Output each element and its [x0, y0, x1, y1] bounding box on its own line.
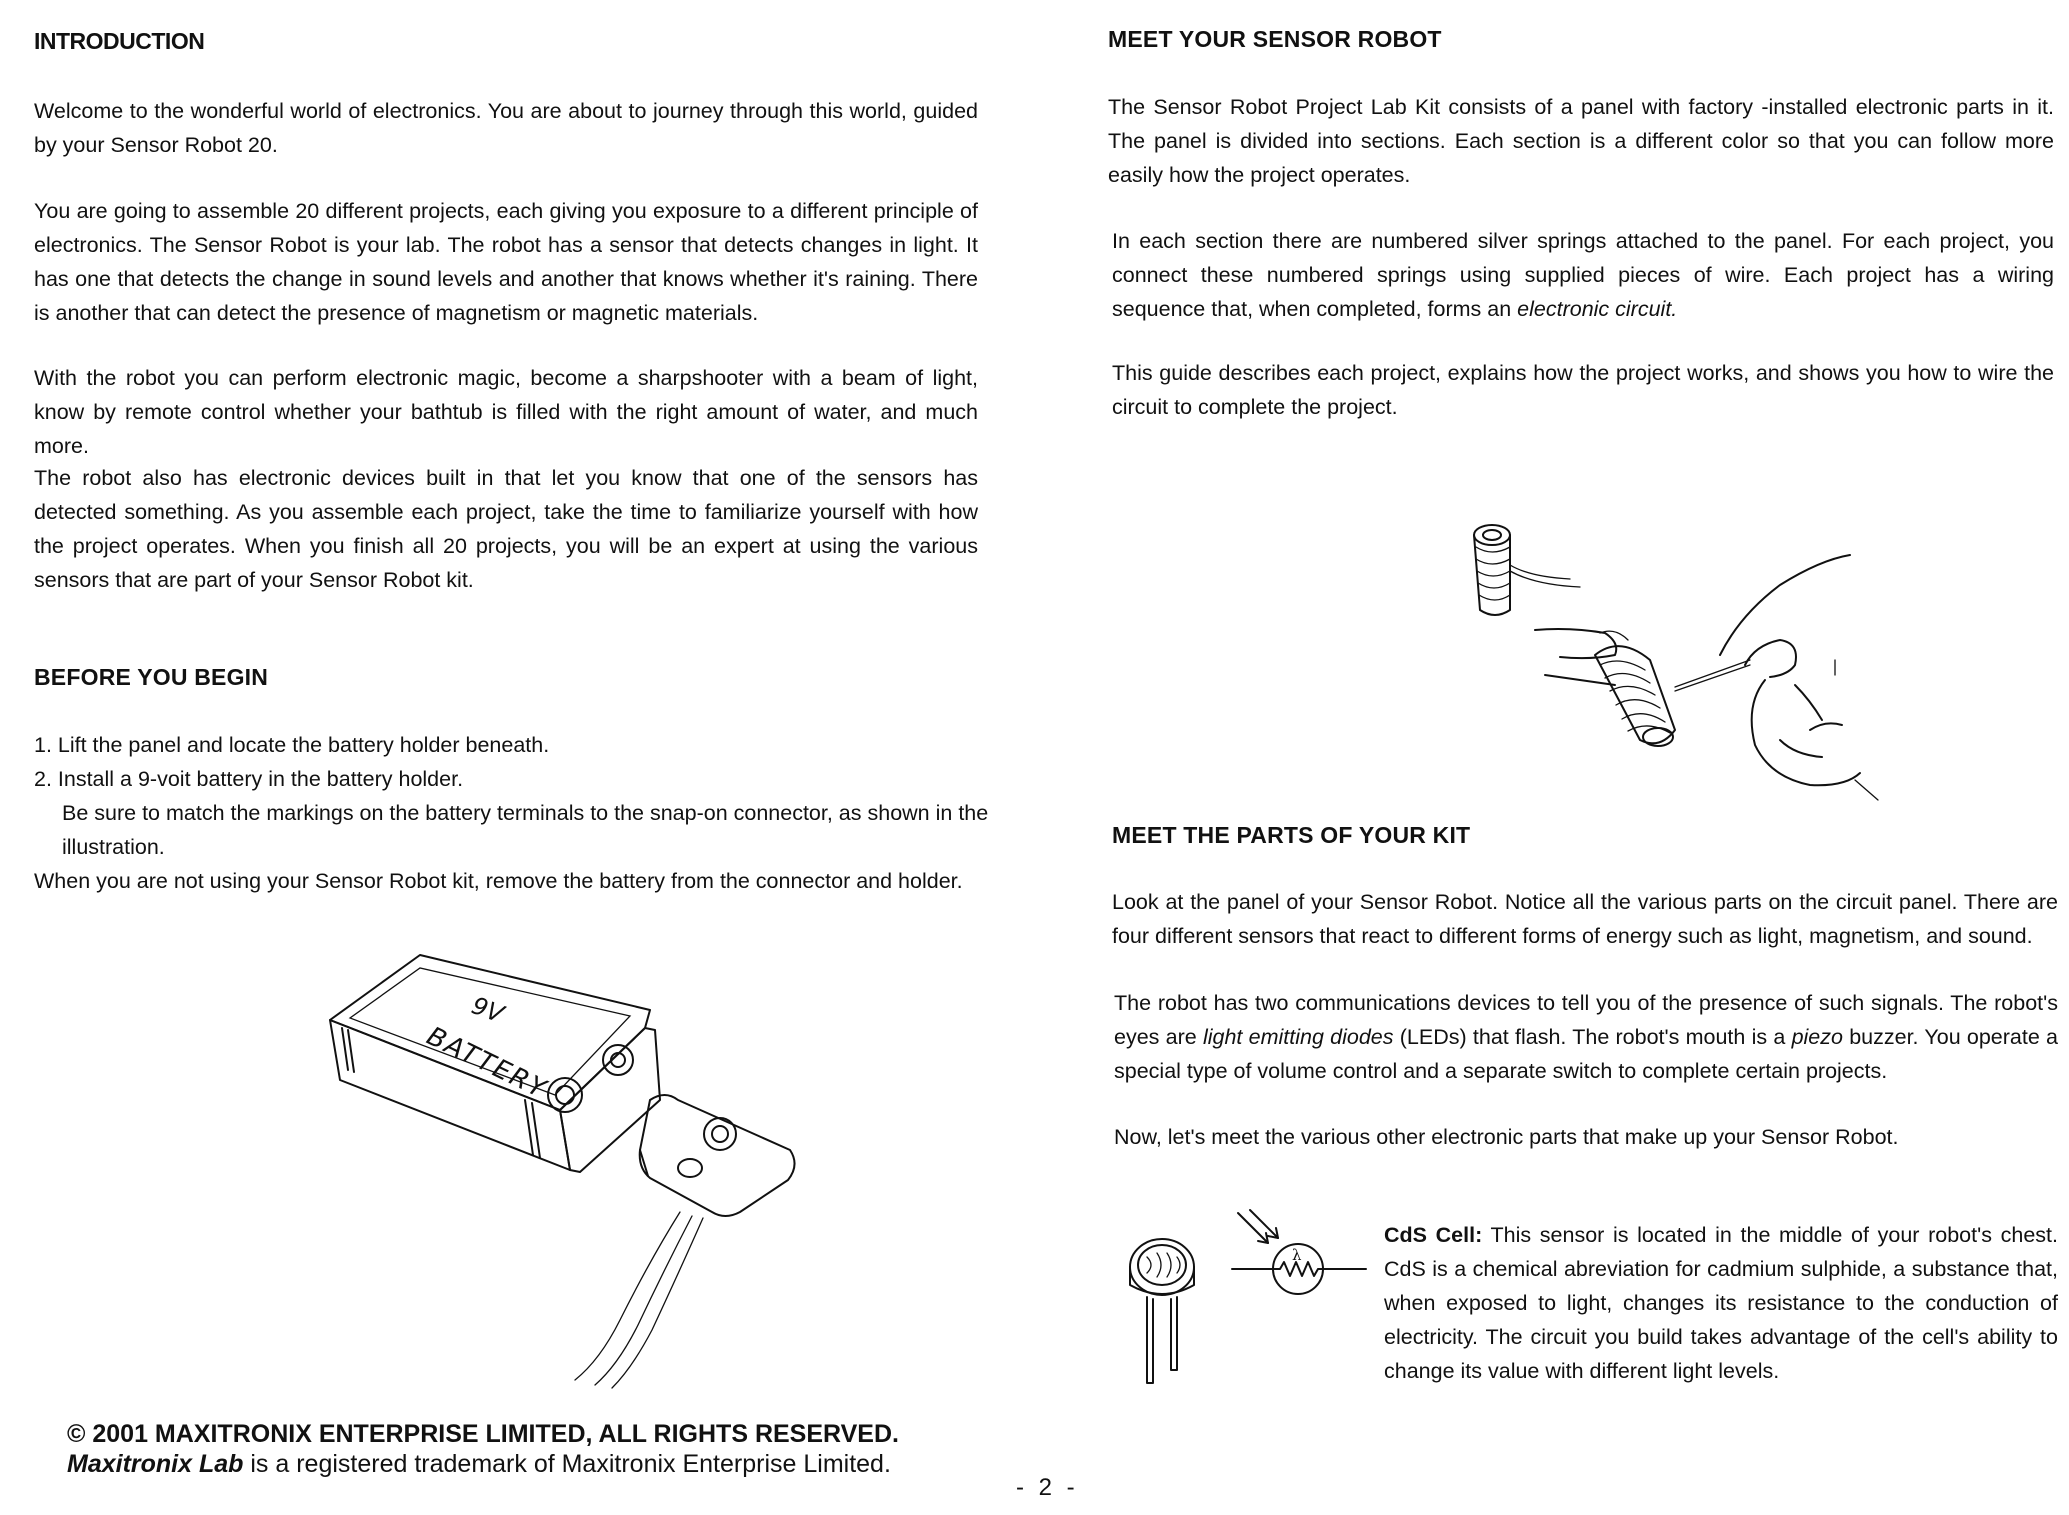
lambda-symbol: λ: [1292, 1246, 1302, 1264]
intro-paragraph-3: With the robot you can perform electronic magic, become a sharpshooter with a beam of light, know by remote control whether your bathtub is filled with the right amount of water, and much more.: [34, 366, 978, 458]
cds-cell-description: [1384, 1218, 2058, 1388]
steps-list: [34, 728, 989, 898]
introduction-heading: INTRODUCTION: [34, 28, 205, 54]
meet-parts-paragraph-3: Now, let's meet the various other electronic parts that make up your Sensor Robot.: [1114, 1125, 1899, 1149]
meet-parts-p2-a: The robot has two communications devices to tell you of the presence of such signals. The robot's eyes are: [1114, 991, 2058, 1049]
meet-parts-p2-c: buzzer. You operate a special type of volume control and a separate switch to complete certain projects.: [1114, 1025, 2059, 1083]
hand-left: [1535, 629, 1628, 685]
spring-bottom: [1595, 646, 1675, 746]
piezo-term: piezo: [1791, 1025, 1843, 1049]
led-term: light emitting diodes: [1202, 1025, 1394, 1049]
trademark-brand: Maxitronix Lab: [67, 1450, 244, 1478]
hand-right-with-wire: [1675, 555, 1878, 800]
intro-paragraph-4: The robot also has electronic devices built in that let you know that one of the sensors has detected something. As you assemble each project, take the time to familiarize yourself with how the project operates. When you finish all 20 projects, you will be an expert at using the various sensors that are part of your Sensor Robot kit.: [34, 466, 978, 592]
trademark-text: is a registered trademark of Maxitronix Enterprise Limited.: [243, 1450, 891, 1478]
electronic-circuit-term: electronic circuit.: [1517, 297, 1678, 321]
step-2-note-line-1: Be sure to match the markings on the battery terminals to the snap-on connector, as shown in the: [62, 801, 989, 825]
meet-robot-paragraph-3: This guide describes each project, explains how the project works, and shows you how to wire the circuit to complete the project.: [1112, 361, 2054, 419]
copyright-footer: [67, 1419, 899, 1479]
cds-cell-title: CdS Cell:: [1384, 1223, 1483, 1247]
meet-parts-p2-b: (LEDs) that flash. The robot's mouth is a: [1393, 1025, 1792, 1049]
cds-cell-schematic-symbol: [1228, 1208, 1368, 1308]
meet-robot-paragraph-1: The Sensor Robot Project Lab Kit consists of a panel with factory -installed electronic parts in it. The panel is divided into sections. Each section is a different color so that you can follow more easily how the project operates.: [1108, 95, 2054, 187]
battery-label-9v: 9V: [467, 991, 508, 1029]
intro-paragraph-2: You are going to assemble 20 different projects, each giving you exposure to a different principle of electronics. The Sensor Robot is your lab. The robot has a sensor that detects changes in light. It has one that detects the change in sound levels and another that knows whether it's raining. There is another that can detect the presence of magnetism or magnetic materials.: [34, 199, 978, 325]
step-2: 2. Install a 9-voit battery in the battery holder.: [34, 767, 464, 791]
battery-label-text: BATTERY: [421, 1021, 552, 1106]
cds-cell-component-illustration: [1125, 1235, 1200, 1395]
copyright-line: © 2001 MAXITRONIX ENTERPRISE LIMITED, ALL RIGHTS RESERVED.: [67, 1420, 899, 1448]
meet-parts-heading: MEET THE PARTS OF YOUR KIT: [1112, 822, 1471, 848]
meet-robot-p2-text: In each section there are numbered silver springs attached to the panel. For each project, you connect these numbered springs using supplied pieces of wire. Each project has a wiring sequence that, when completed, forms an: [1112, 229, 2054, 321]
step-1: 1. Lift the panel and locate the battery holder beneath.: [34, 733, 550, 757]
page-number: - 2 -: [1016, 1474, 1079, 1501]
trademark-line: [67, 1449, 899, 1479]
springs-wiring-illustration: [1450, 515, 1930, 805]
meet-parts-paragraph-2: [1114, 986, 2058, 1088]
closing-note: When you are not using your Sensor Robot kit, remove the battery from the connector and holder.: [34, 869, 963, 893]
meet-robot-heading: MEET YOUR SENSOR ROBOT: [1108, 26, 1442, 52]
cds-cell-text: This sensor is located in the middle of your robot's chest. CdS is a chemical abreviation for cadmium sulphide, a substance that, when exposed to light, changes its resistance to the conduction of electricity. The circuit you build takes advantage of the cell's ability to change its value with different light levels.: [1384, 1223, 2058, 1383]
spring-top: [1474, 525, 1580, 615]
before-you-begin-heading: BEFORE YOU BEGIN: [34, 664, 269, 690]
battery-illustration: [320, 950, 800, 1390]
meet-robot-paragraph-2: [1112, 224, 2054, 326]
snap-connector: [575, 1095, 795, 1388]
step-2-note-line-2: illustration.: [62, 835, 165, 859]
intro-paragraph-1: Welcome to the wonderful world of electronics. You are about to journey through this world, guided by your Sensor Robot 20.: [34, 99, 978, 157]
meet-parts-paragraph-1: Look at the panel of your Sensor Robot. Notice all the various parts on the circuit panel. There are four different sensors that react to different forms of energy such as light, magnetism, and sound.: [1112, 890, 2058, 948]
